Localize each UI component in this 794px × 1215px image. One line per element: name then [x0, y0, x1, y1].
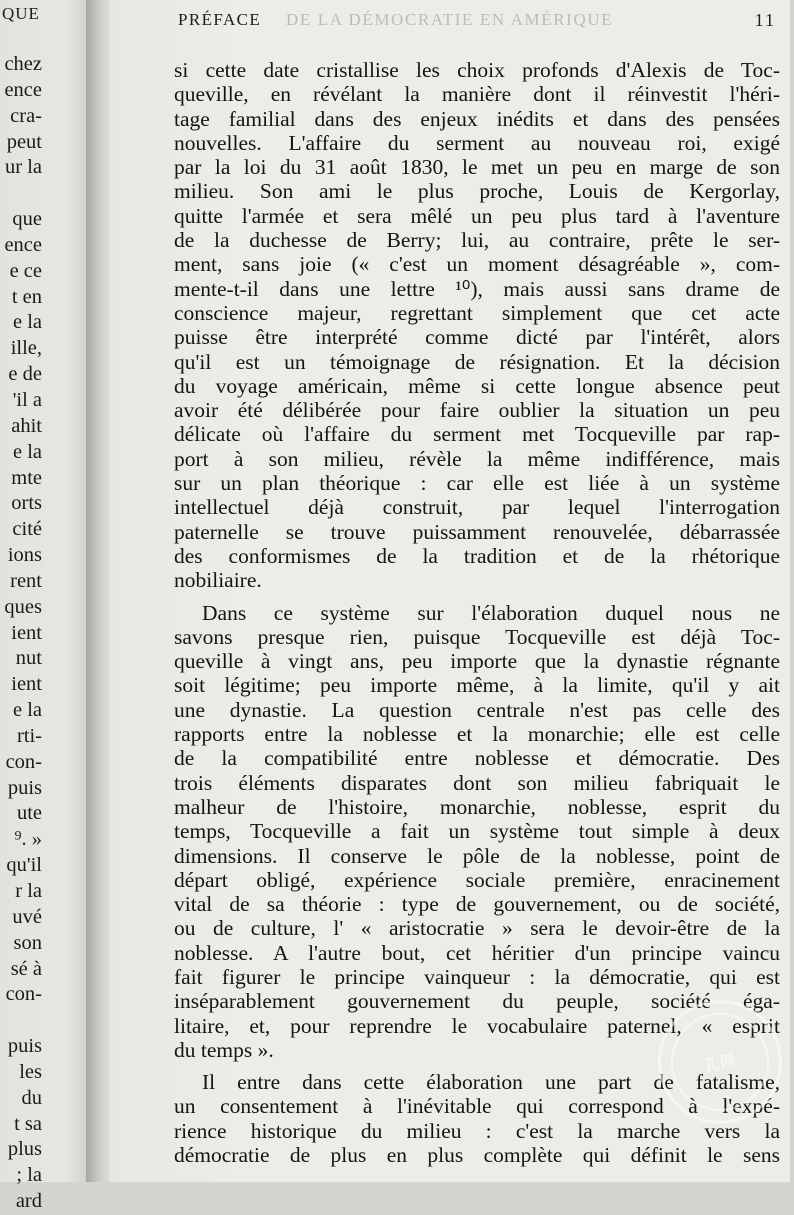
text-line: vital de sa théorie : type de gouvernement, ou de société, — [174, 892, 780, 917]
left-page-line: rti- — [16, 724, 42, 747]
text-line: inséparablement gouvernement du peuple, société éga- — [174, 989, 780, 1014]
text-line: savons presque rien, puisque Tocqueville est déjà Toc- — [174, 624, 780, 649]
text-line: ment, sans joie (« c'est un moment désagréable », com- — [174, 252, 780, 277]
page-header — [178, 10, 776, 36]
left-page-line: t sa — [14, 1112, 42, 1135]
right-page — [110, 0, 790, 1182]
bleed-through-text: DE LA DÉMOCRATIE EN AMÉRIQUE — [286, 10, 614, 29]
left-page-line: ahit — [11, 414, 42, 437]
left-page-line: e de — [8, 363, 42, 386]
left-page-line: puis — [7, 776, 42, 799]
text-line: fait figurer le principe vainqueur : la démocratie, qui est — [174, 964, 780, 989]
left-page-line: que — [12, 208, 42, 231]
left-page-line: ence — [4, 233, 42, 256]
text-line: intellectuel déjà construit, par lequel l'interrogation — [174, 495, 780, 520]
left-running-head: QUE — [2, 4, 40, 23]
text-line: paternelle se trouve puissamment renouvelée, débarrassée — [174, 519, 780, 544]
left-page-line: ions — [7, 544, 42, 567]
text-line: une dynastie. La question centrale n'est pas celle des — [174, 697, 780, 722]
watermark-text: 孔网 — [702, 1050, 738, 1075]
text-line: Dans ce système sur l'élaboration duquel nous ne — [202, 600, 780, 625]
left-page-line: r la — [15, 880, 42, 902]
left-page-line: peut — [6, 130, 42, 153]
text-line: puisse être interprété comme dicté par l'intérêt, alors — [174, 325, 780, 350]
left-page-line: ient — [11, 621, 42, 644]
left-page-line: plus — [7, 1138, 42, 1161]
left-page-fragment — [0, 0, 92, 1213]
left-page-line: du — [21, 1086, 42, 1109]
left-page-line: ques — [4, 595, 42, 618]
text-line: qu'il est un témoignage de résignation. Et la décision — [174, 349, 780, 374]
text-line: ou de culture, l' « aristocratie » sera le devoir-être de la — [174, 916, 780, 941]
left-page-line: puis — [7, 1035, 42, 1058]
left-page-line: sé à — [10, 957, 42, 980]
left-page-line: son — [13, 931, 42, 954]
text-line: conscience majeur, regrettant simplement que cet acte — [174, 300, 780, 325]
left-page-line: ard — [15, 1190, 42, 1213]
text-line: litaire, et, pour reprendre le vocabulaire paternel, « esprit — [174, 1013, 780, 1038]
text-line: rapports entre la noblesse et la monarchie; elle est celle — [174, 722, 780, 747]
left-page-line: ⁹. » — [14, 828, 42, 851]
left-page-line: con- — [5, 983, 42, 1006]
left-page-line: mte — [11, 466, 42, 489]
text-line: un consentement à l'inévitable qui correspond à l'expé- — [174, 1094, 780, 1119]
left-page-line: nut — [15, 647, 42, 670]
text-line: mente-t-il dans une lettre ¹⁰), mais aussi sans drame de — [174, 276, 780, 301]
left-page-line: ute — [16, 802, 42, 825]
text-line: Il entre dans cette élaboration une part de fatalisme, — [202, 1070, 780, 1095]
left-page-line: orts — [11, 492, 42, 515]
left-page-line: rent — [10, 569, 42, 592]
text-line: départ obligé, expérience sociale première, enracinement — [174, 867, 780, 892]
left-page-line: e la — [12, 311, 42, 334]
text-line: tage familial dans des enjeux inédits et dans des pensées — [174, 106, 780, 131]
running-head: PRÉFACE — [178, 10, 262, 29]
text-line: rience historique du milieu : c'est la marche vers la — [174, 1118, 780, 1143]
left-page-line: ence — [4, 78, 42, 101]
text-line: du voyage américain, même si cette longue absence peut — [174, 373, 780, 398]
text-line: dimensions. Il conserve le pôle de la noblesse, point de — [174, 843, 780, 868]
body-text — [174, 58, 780, 1167]
text-line: queville, en révélant la manière dont il réinvestit l'héri- — [174, 82, 780, 107]
text-line: délicate où l'affaire du serment met Tocqueville par rap- — [174, 422, 780, 447]
left-page-line: chez — [4, 53, 42, 75]
left-page-line: e la — [12, 440, 42, 463]
left-page-line: con- — [5, 750, 42, 773]
left-page-line: cité — [12, 518, 42, 541]
left-page-line — [4, 1008, 42, 1034]
left-page-line: cra- — [10, 104, 42, 127]
left-page-line: qu'il — [6, 854, 42, 877]
text-line: trois éléments disparates dont son milieu fabriquait le — [174, 770, 780, 795]
text-line: du temps ». — [174, 1037, 274, 1062]
left-page-line: e la — [12, 699, 42, 722]
text-line: de la duchesse de Berry; lui, au contraire, prête le ser- — [174, 228, 780, 253]
text-line: avoir été délibérée pour faire oublier la situation un peu — [174, 398, 780, 423]
book-gutter — [86, 0, 112, 1182]
left-page-line — [4, 181, 42, 207]
text-line: par la loi du 31 août 1830, le met un peu en marge de son — [174, 155, 780, 180]
text-line: démocratie de plus en plus complète qui définit le sens — [174, 1143, 780, 1168]
page-number: 11 — [754, 10, 776, 30]
left-page-line: ient — [11, 673, 42, 696]
left-page-line: e ce — [9, 259, 42, 282]
text-line: des conformismes de la tradition et de la rhétorique — [174, 543, 780, 568]
left-page-line: t en — [11, 285, 42, 308]
left-page-line: ; la — [16, 1164, 42, 1187]
text-line: noblesse. A l'autre bout, cet héritier d'un principe vaincu — [174, 940, 780, 965]
text-line: temps, Tocqueville a fait un système tout simple à deux — [174, 819, 780, 844]
text-line: queville à vingt ans, peu importe que la dynastie régnante — [174, 649, 780, 674]
text-line: de la compatibilité entre noblesse et démocratie. Des — [174, 746, 780, 771]
text-line: si cette date cristallise les choix profonds d'Alexis de Toc- — [174, 58, 780, 82]
text-line: malheur de l'histoire, monarchie, noblesse, esprit du — [174, 794, 780, 819]
paragraph-gap — [174, 593, 780, 601]
left-page-line: uvé — [12, 905, 42, 928]
text-line: soit légitime; peu importe même, à la limite, qu'il y ait — [174, 673, 780, 698]
text-line: milieu. Son ami le plus proche, Louis de Kergorlay, — [174, 179, 780, 204]
text-line: quitte l'armée et sera mêlé un peu plus tard à l'aventure — [174, 203, 780, 228]
text-line: port à son milieu, révèle la même indifférence, mais — [174, 446, 780, 471]
text-line: nobiliaire. — [174, 568, 262, 593]
left-page-line: ur la — [5, 156, 42, 179]
left-page-line: les — [19, 1060, 42, 1083]
text-line: nouvelles. L'affaire du serment au nouveau roi, exigé — [174, 130, 780, 155]
left-page-line: ille, — [10, 337, 42, 360]
text-line: sur un plan théorique : car elle est liée à un système — [174, 471, 780, 496]
left-page-lines — [4, 52, 42, 1215]
left-page-line: 'il a — [12, 388, 42, 411]
